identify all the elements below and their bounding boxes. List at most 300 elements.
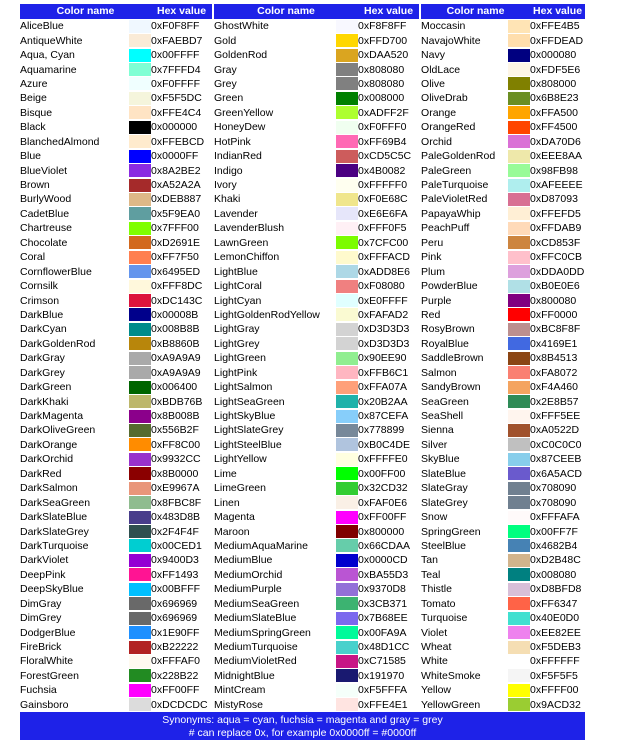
hex-value-cell: 0xA9A9A9: [151, 352, 201, 365]
color-name-cell: LightSkyBlue: [214, 410, 276, 423]
color-swatch: [508, 366, 530, 379]
hex-value-cell: 0x4B0082: [358, 164, 406, 177]
color-swatch-cell: [336, 62, 358, 76]
color-name-cell: FloralWhite: [20, 655, 74, 668]
hex-value-cell: 0xDCDCDC: [151, 698, 208, 711]
color-swatch-cell: [508, 481, 530, 495]
color-swatch-cell: [129, 611, 151, 625]
hex-value-cell: 0x7B68EE: [358, 612, 408, 625]
hex-value-cell: 0x6A5ACD: [530, 467, 582, 480]
color-swatch: [129, 453, 151, 466]
hex-value-cell: 0x20B2AA: [358, 395, 408, 408]
color-name-cell: LightBlue: [214, 265, 258, 278]
hex-value-cell: 0xDEB887: [151, 193, 202, 206]
table-row: [20, 149, 585, 163]
color-name-cell: SteelBlue: [421, 539, 466, 552]
color-swatch-cell: [508, 394, 530, 408]
color-swatch: [508, 539, 530, 552]
color-swatch-cell: [336, 495, 358, 509]
hex-value-cell: 0x696969: [151, 597, 198, 610]
color-swatch: [129, 482, 151, 495]
hex-value-cell: 0xDDA0DD: [530, 265, 585, 278]
hex-value-cell: 0x800080: [530, 294, 577, 307]
color-name-cell: SeaGreen: [421, 395, 469, 408]
color-swatch: [336, 410, 358, 423]
color-name-cell: IndianRed: [214, 150, 262, 163]
hex-value-cell: 0xE0FFFF: [358, 294, 408, 307]
table-row: [20, 568, 585, 582]
color-name-cell: DarkGreen: [20, 381, 72, 394]
table-row: [20, 654, 585, 668]
hex-value-cell: 0xFF6347: [530, 597, 578, 610]
color-swatch: [129, 511, 151, 524]
hex-value-cell: 0xFF69B4: [358, 135, 407, 148]
hex-value-cell: 0xBDB76B: [151, 395, 203, 408]
color-swatch-cell: [129, 669, 151, 683]
color-name-cell: GoldenRod: [214, 49, 268, 62]
table-row: [20, 322, 585, 336]
footer-synonyms-text: Synonyms: aqua = cyan, fuchsia = magenta and gray = grey: [162, 714, 443, 726]
color-name-cell: PaleTurquoise: [421, 179, 489, 192]
color-swatch-cell: [336, 640, 358, 654]
color-swatch-cell: [129, 452, 151, 466]
hex-value-cell: 0xB0C4DE: [358, 438, 410, 451]
hex-value-cell: 0x000080: [530, 49, 577, 62]
color-swatch: [129, 698, 151, 711]
table-row: [20, 48, 585, 62]
hex-value-cell: 0xFFFACD: [358, 251, 410, 264]
hex-value-cell: 0x9370D8: [358, 583, 406, 596]
hex-value-cell: 0xF0FFF0: [358, 121, 407, 134]
hex-value-cell: 0xBC8F8F: [530, 323, 581, 336]
color-name-cell: Gainsboro: [20, 698, 69, 711]
color-name-cell: Yellow: [421, 684, 451, 697]
color-swatch-cell: [129, 33, 151, 47]
color-swatch-cell: [129, 91, 151, 105]
color-swatch-cell: [508, 322, 530, 336]
hex-value-cell: 0x8B008B: [151, 410, 200, 423]
color-swatch: [508, 438, 530, 451]
hex-value-cell: 0x32CD32: [358, 482, 408, 495]
hex-value-cell: 0x87CEEB: [530, 453, 582, 466]
color-swatch-cell: [508, 279, 530, 293]
color-name-cell: DarkRed: [20, 467, 62, 480]
color-swatch-cell: [129, 163, 151, 177]
color-swatch: [336, 265, 358, 278]
color-name-cell: DarkOrange: [20, 438, 78, 451]
color-swatch-cell: [336, 48, 358, 62]
table-row: [20, 597, 585, 611]
hex-value-cell: 0xCD853F: [530, 236, 581, 249]
color-swatch-cell: [336, 625, 358, 639]
color-swatch: [129, 179, 151, 192]
color-swatch: [508, 395, 530, 408]
color-swatch: [508, 164, 530, 177]
color-swatch: [336, 655, 358, 668]
hex-value-cell: 0xFF8C00: [151, 438, 201, 451]
color-swatch-cell: [129, 149, 151, 163]
hex-value-cell: 0xDAA520: [358, 49, 409, 62]
hex-value-cell: 0x708090: [530, 496, 577, 509]
hex-value-cell: 0xFAEBD7: [151, 34, 203, 47]
table-row: [20, 91, 585, 105]
hex-value-cell: 0x6495ED: [151, 265, 201, 278]
hex-value-cell: 0xF4A460: [530, 381, 578, 394]
hex-value-cell: 0x7CFC00: [358, 236, 409, 249]
color-swatch-cell: [129, 495, 151, 509]
color-swatch-cell: [129, 539, 151, 553]
hex-value-cell: 0xC0C0C0: [530, 438, 582, 451]
color-name-cell: DeepPink: [20, 568, 66, 581]
hex-value-cell: 0xDA70D6: [530, 135, 581, 148]
hex-value-cell: 0x7FFFD4: [151, 63, 201, 76]
hex-value-cell: 0x3CB371: [358, 597, 408, 610]
table-row: [20, 452, 585, 466]
color-name-cell: DarkCyan: [20, 323, 67, 336]
color-swatch-cell: [129, 19, 151, 33]
hex-value-cell: 0xFFFAFA: [530, 511, 580, 524]
table-row: [20, 236, 585, 250]
hex-value-cell: 0x98FB98: [530, 164, 578, 177]
color-name-cell: SandyBrown: [421, 381, 481, 394]
color-swatch: [508, 655, 530, 668]
color-swatch-cell: [336, 250, 358, 264]
hex-value-cell: 0x00FFFF: [151, 49, 200, 62]
color-name-cell: WhiteSmoke: [421, 669, 481, 682]
color-name-cell: Green: [214, 92, 244, 105]
color-swatch: [129, 655, 151, 668]
color-swatch: [508, 511, 530, 524]
table-row: [20, 207, 585, 221]
hex-value-cell: 0x191970: [358, 669, 405, 682]
color-swatch-cell: [129, 293, 151, 307]
color-name-cell: SkyBlue: [421, 453, 460, 466]
color-name-cell: OrangeRed: [421, 121, 476, 134]
table-row: [20, 380, 585, 394]
color-name-cell: Peru: [421, 236, 444, 249]
hex-value-cell: 0xC71585: [358, 655, 406, 668]
color-swatch: [336, 308, 358, 321]
hex-value-cell: 0xD87093: [530, 193, 578, 206]
hex-value-cell: 0xFFD700: [358, 34, 408, 47]
table-row: [20, 394, 585, 408]
color-swatch-cell: [129, 640, 151, 654]
color-name-cell: AntiqueWhite: [20, 34, 83, 47]
color-swatch-cell: [336, 120, 358, 134]
color-swatch-cell: [336, 308, 358, 322]
hex-value-cell: 0xFF00FF: [358, 511, 407, 524]
color-name-cell: LawnGreen: [214, 236, 269, 249]
color-swatch-cell: [508, 135, 530, 149]
color-swatch-cell: [336, 698, 358, 712]
color-swatch-cell: [508, 452, 530, 466]
color-swatch-cell: [508, 19, 530, 33]
hex-value-cell: 0xFFE4C4: [151, 106, 202, 119]
color-swatch: [336, 482, 358, 495]
color-name-cell: MediumSeaGreen: [214, 597, 300, 610]
color-swatch: [129, 626, 151, 639]
hex-value-cell: 0xD2691E: [151, 236, 201, 249]
hex-value-cell: 0xFF0000: [530, 308, 578, 321]
color-name-cell: LightSteelBlue: [214, 438, 282, 451]
hex-value-cell: 0x6B8E23: [530, 92, 579, 105]
color-swatch: [129, 251, 151, 264]
hex-value-cell: 0xBA55D3: [358, 568, 409, 581]
color-name-cell: PaleVioletRed: [421, 193, 488, 206]
color-name-cell: LightSalmon: [214, 381, 273, 394]
hex-value-cell: 0x9ACD32: [530, 698, 581, 711]
color-swatch: [336, 106, 358, 119]
color-swatch: [129, 597, 151, 610]
color-swatch: [129, 20, 151, 33]
color-swatch-cell: [508, 149, 530, 163]
color-swatch: [508, 77, 530, 90]
color-name-cell: MediumSlateBlue: [214, 612, 297, 625]
color-swatch: [129, 684, 151, 697]
color-swatch-cell: [336, 597, 358, 611]
table-row: [20, 279, 585, 293]
hex-value-cell: 0x1E90FF: [151, 626, 200, 639]
color-name-cell: SlateGray: [421, 482, 468, 495]
color-swatch-cell: [129, 510, 151, 524]
color-swatch: [336, 193, 358, 206]
hex-value-cell: 0xD8BFD8: [530, 583, 582, 596]
color-swatch-cell: [508, 698, 530, 712]
color-swatch-cell: [336, 163, 358, 177]
color-name-cell: PaleGoldenRod: [421, 150, 496, 163]
color-name-cell: NavajoWhite: [421, 34, 481, 47]
color-swatch: [336, 121, 358, 134]
color-table-page: [20, 4, 585, 740]
color-name-cell: DarkBlue: [20, 308, 64, 321]
color-name-cell: PapayaWhip: [421, 207, 481, 220]
hex-value-cell: 0xFFFFE0: [358, 453, 408, 466]
color-swatch: [508, 684, 530, 697]
color-name-cell: LightGoldenRodYellow: [214, 308, 320, 321]
color-name-cell: Aqua, Cyan: [20, 49, 75, 62]
color-swatch-cell: [508, 221, 530, 235]
color-swatch: [508, 63, 530, 76]
color-name-cell: PeachPuff: [421, 222, 470, 235]
color-name-cell: Sienna: [421, 424, 454, 437]
table-row: [20, 611, 585, 625]
color-swatch: [508, 554, 530, 567]
color-swatch-cell: [129, 654, 151, 668]
hex-value-cell: 0xB0E0E6: [530, 280, 580, 293]
color-swatch: [129, 612, 151, 625]
color-name-cell: DarkOrchid: [20, 453, 74, 466]
color-swatch: [508, 323, 530, 336]
color-swatch-cell: [129, 524, 151, 538]
color-name-cell: PaleGreen: [421, 164, 472, 177]
color-name-cell: GreenYellow: [214, 106, 274, 119]
color-swatch-cell: [508, 640, 530, 654]
color-swatch: [508, 294, 530, 307]
color-name-cell: SlateGrey: [421, 496, 468, 509]
color-name-cell: GhostWhite: [214, 20, 269, 33]
synonyms-footer: [20, 712, 585, 740]
color-table: [20, 4, 585, 712]
color-swatch: [336, 34, 358, 47]
color-name-cell: Fuchsia: [20, 684, 57, 697]
color-swatch: [129, 410, 151, 423]
header-hex-value-2: Hex value: [358, 4, 419, 19]
color-swatch: [336, 612, 358, 625]
color-swatch: [336, 525, 358, 538]
color-swatch-cell: [508, 308, 530, 322]
header-hex-value-1: Hex value: [151, 4, 212, 19]
color-swatch-cell: [129, 62, 151, 76]
table-row: [20, 120, 585, 134]
color-swatch-cell: [508, 553, 530, 567]
color-swatch: [336, 63, 358, 76]
color-swatch-cell: [336, 279, 358, 293]
color-swatch-cell: [508, 683, 530, 697]
color-name-cell: Pink: [421, 251, 442, 264]
hex-value-cell: 0xFFF8DC: [151, 280, 203, 293]
table-row: [20, 192, 585, 206]
color-swatch: [129, 496, 151, 509]
color-name-cell: Thistle: [421, 583, 452, 596]
color-swatch-cell: [129, 279, 151, 293]
color-name-cell: LemonChiffon: [214, 251, 280, 264]
color-swatch-cell: [508, 351, 530, 365]
color-name-cell: MistyRose: [214, 698, 264, 711]
table-row: [20, 539, 585, 553]
color-name-cell: DarkSalmon: [20, 482, 78, 495]
hex-value-cell: 0xF0FFFF: [151, 77, 201, 90]
table-row: [20, 698, 585, 712]
color-swatch-cell: [508, 409, 530, 423]
color-name-cell: AliceBlue: [20, 20, 64, 33]
color-name-cell: Salmon: [421, 366, 457, 379]
color-swatch: [336, 337, 358, 350]
color-swatch: [336, 381, 358, 394]
color-name-cell: Blue: [20, 150, 42, 163]
color-name-cell: Brown: [20, 179, 50, 192]
hex-value-cell: 0xEEE8AA: [530, 150, 582, 163]
color-name-cell: LightSeaGreen: [214, 395, 285, 408]
color-name-cell: Beige: [20, 92, 47, 105]
color-name-cell: DimGrey: [20, 612, 62, 625]
color-name-cell: Olive: [421, 77, 445, 90]
table-row: [20, 308, 585, 322]
color-name-cell: LavenderBlush: [214, 222, 285, 235]
hex-value-cell: 0xFFDEAD: [530, 34, 584, 47]
color-name-cell: Maroon: [214, 525, 250, 538]
color-name-cell: Orchid: [421, 135, 452, 148]
color-swatch: [336, 424, 358, 437]
color-swatch-cell: [508, 77, 530, 91]
color-swatch: [508, 583, 530, 596]
color-swatch-cell: [129, 582, 151, 596]
color-swatch: [508, 308, 530, 321]
hex-value-cell: 0x40E0D0: [530, 612, 580, 625]
color-name-cell: Violet: [421, 626, 448, 639]
color-swatch-cell: [508, 106, 530, 120]
color-swatch: [336, 236, 358, 249]
hex-value-cell: 0x000000: [151, 121, 198, 134]
color-name-cell: Turquoise: [421, 612, 468, 625]
color-swatch: [129, 222, 151, 235]
color-name-cell: Moccasin: [421, 20, 466, 33]
color-swatch-cell: [129, 409, 151, 423]
color-swatch: [129, 92, 151, 105]
color-swatch-cell: [336, 192, 358, 206]
color-swatch: [508, 424, 530, 437]
color-swatch-cell: [129, 351, 151, 365]
color-swatch-cell: [336, 178, 358, 192]
color-name-cell: SaddleBrown: [421, 352, 484, 365]
hex-value-cell: 0x808080: [358, 77, 405, 90]
color-swatch-cell: [508, 250, 530, 264]
color-name-cell: CadetBlue: [20, 207, 70, 220]
table-row: [20, 409, 585, 423]
color-name-cell: MediumTurquoise: [214, 641, 298, 654]
color-swatch: [129, 323, 151, 336]
color-name-cell: MidnightBlue: [214, 669, 275, 682]
hex-value-cell: 0x87CEFA: [358, 410, 409, 423]
color-swatch-cell: [336, 149, 358, 163]
color-name-cell: Linen: [214, 496, 240, 509]
color-swatch: [508, 92, 530, 105]
table-row: [20, 135, 585, 149]
color-name-cell: RosyBrown: [421, 323, 475, 336]
color-name-cell: Tan: [421, 554, 438, 567]
color-swatch-cell: [336, 264, 358, 278]
color-swatch-cell: [129, 207, 151, 221]
hex-value-cell: 0x5F9EA0: [151, 207, 201, 220]
color-name-cell: Aquamarine: [20, 63, 77, 76]
hex-value-cell: 0x4169E1: [530, 337, 578, 350]
hex-value-cell: 0x00008B: [151, 308, 199, 321]
color-swatch: [508, 34, 530, 47]
color-name-cell: Ivory: [214, 179, 237, 192]
color-swatch: [129, 308, 151, 321]
color-name-cell: DarkViolet: [20, 554, 69, 567]
color-name-cell: Coral: [20, 251, 46, 264]
color-swatch: [508, 251, 530, 264]
color-swatch: [336, 77, 358, 90]
hex-value-cell: 0xFFE4E1: [358, 698, 408, 711]
hex-value-cell: 0xFFF5EE: [530, 410, 581, 423]
color-swatch: [508, 597, 530, 610]
color-name-cell: Chocolate: [20, 236, 68, 249]
color-swatch-cell: [129, 553, 151, 567]
color-swatch-cell: [129, 597, 151, 611]
hex-value-cell: 0xCD5C5C: [358, 150, 412, 163]
color-swatch: [129, 568, 151, 581]
hex-value-cell: 0x9932CC: [151, 453, 201, 466]
color-swatch-cell: [508, 582, 530, 596]
color-name-cell: LightPink: [214, 366, 258, 379]
hex-value-cell: 0x008000: [358, 92, 405, 105]
color-swatch-cell: [336, 351, 358, 365]
color-name-cell: LightSlateGrey: [214, 424, 284, 437]
color-swatch-cell: [336, 669, 358, 683]
table-row: [20, 524, 585, 538]
color-swatch: [129, 135, 151, 148]
color-swatch: [336, 626, 358, 639]
hex-value-cell: 0x006400: [151, 381, 198, 394]
color-swatch-cell: [336, 582, 358, 596]
color-swatch-cell: [336, 380, 358, 394]
table-row: [20, 77, 585, 91]
color-name-cell: Red: [421, 308, 441, 321]
color-swatch-cell: [336, 409, 358, 423]
color-swatch: [336, 280, 358, 293]
color-name-cell: Navy: [421, 49, 445, 62]
